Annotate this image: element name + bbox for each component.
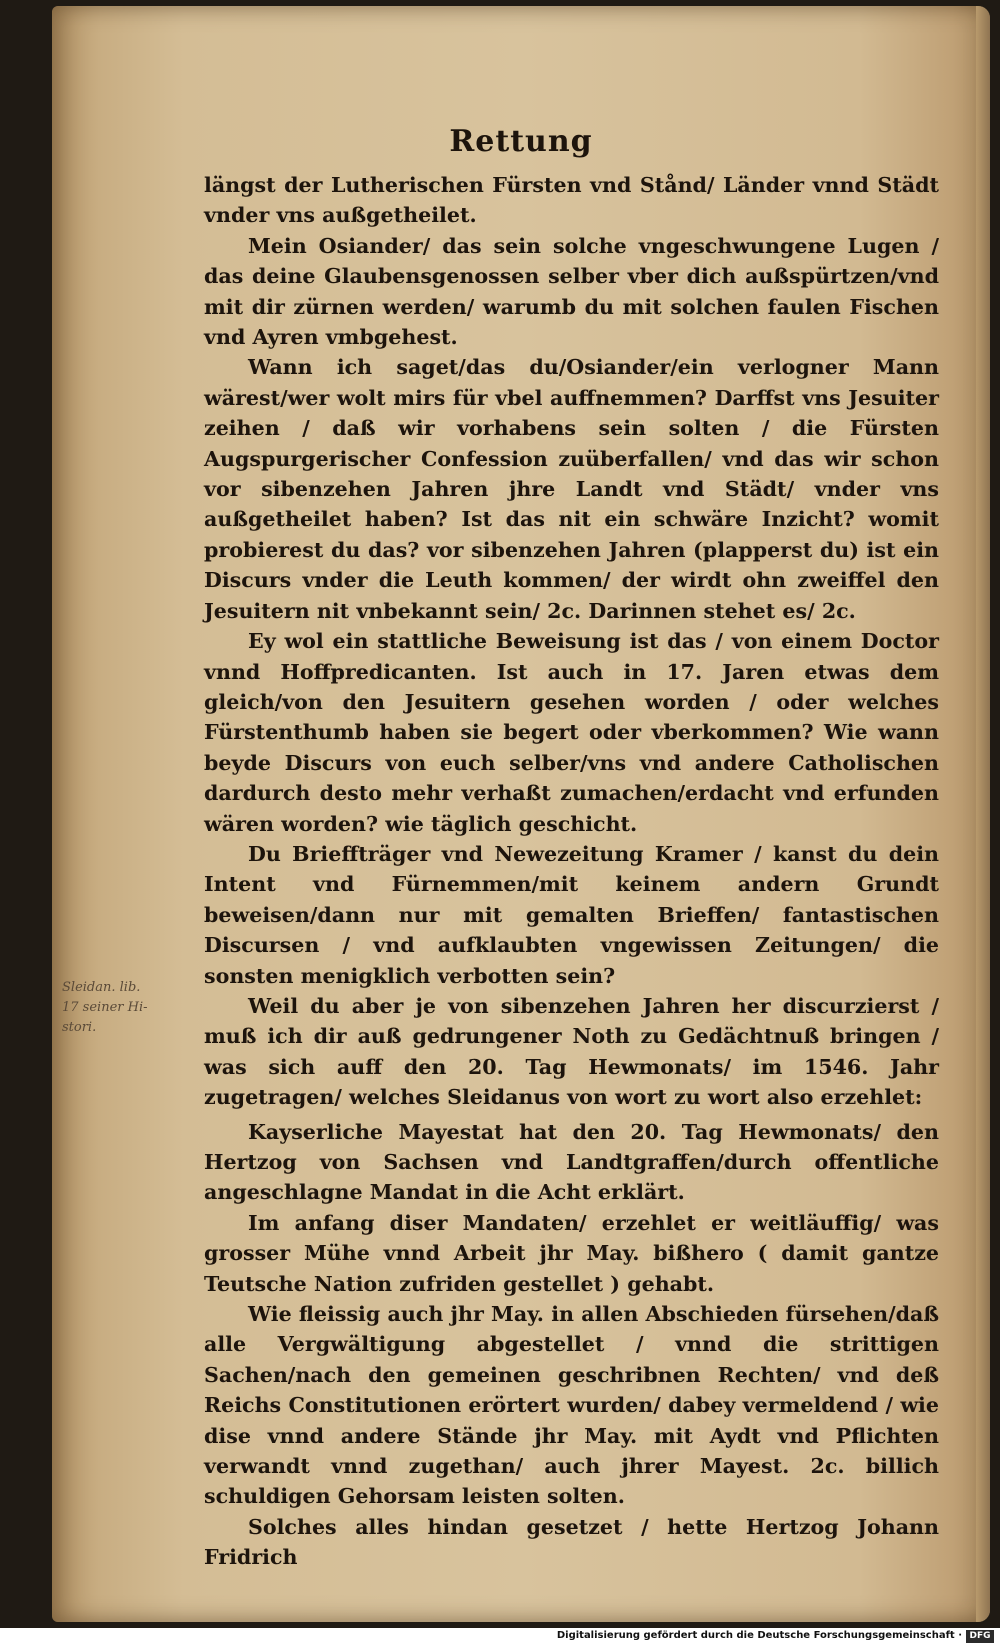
paragraph: längst der Lutherischen Fürsten vnd Stånd/ Länder vnnd Städt vnder vns außgetheilet. [204, 173, 939, 228]
body-text [204, 170, 939, 1573]
margin-note-line: Sleidan. lib. [62, 980, 141, 995]
margin-note-line: 17 seiner Hi- [62, 1000, 148, 1015]
paragraph: Wie fleissig auch jhr May. in allen Abschieden fürsehen/daß alle Vergwältigung abgestellet / vnnd die strittigen Sachen/nach den gemeinen geschribnen Rechten/ vnd deß Reichs Constitutionen erörtert wurden/ dabey vermeldend / wie dise vnnd andere Stände jhr May. mit Aydt vnd Pflichten verwandt vnnd zugethan/ auch jhrer Mayest. 2c. billich schuldigen Gehorsam leisten solten. [204, 1302, 939, 1509]
paragraph: Kayserliche Mayestat hat den 20. Tag Hewmonats/ den Hertzog von Sachsen vnd Landtgraffen/durch offentliche angeschlagne Mandat in die Acht erklärt. [204, 1119, 939, 1205]
footer-credit: Digitalisierung gefördert durch die Deutsche Forschungsgemeinschaft · [556, 1630, 962, 1641]
paragraph: Solches alles hindan gesetzet / hette Hertzog Johann Fridrich [204, 1514, 939, 1570]
paragraph: Wann ich saget/das du/Osiander/ein verlogner Mann wärest/wer wolt mirs für vbel auffnemmen? Darffst vns Jesuiter zeihen / daß wir vorhabens sein solten / die Fürsten Augspurgerischer Confession zuüberfallen/ vnd das wir schon vor sibenzehen Jahren jhre Landt vnd Städt/ vnder vns außgetheilet haben? Ist das nit ein schwäre Inzicht? womit probierest du das? vor sibenzehen Jahren (plapperst du) ist ein Discurs vnder die Leuth kommen/ der wirdt ohn zweiffel den Jesuitern nit vnbekannt sein/ 2c. Darinnen stehet es/ 2c. [204, 355, 939, 623]
paragraph: Mein Osiander/ das sein solche vngeschwungene Lugen / das deine Glaubensgenossen selber vber dich außspürtzen/vnd mit dir zürnen werden/ warumb du mit solchen faulen Fischen vnd Ayren vmbgehest. [204, 233, 939, 350]
margin-note [62, 978, 148, 1038]
footer-bar [0, 1628, 1000, 1646]
margin-note-line: stori. [62, 1020, 97, 1035]
page-edge [976, 6, 990, 1622]
paragraph: Im anfang diser Mandaten/ erzehlet er weitläuffig/ was grosser Mühe vnnd Arbeit jhr May. bißhero ( damit gantze Teutsche Nation zufriden gestellet ) gehabt. [204, 1210, 939, 1296]
paragraph: Weil du aber je von sibenzehen Jahren her discurzierst / muß ich dir auß gedrungener Noth zu Gedächtnuß bringen / was sich auff den 20. Tag Hewmonats/ im 1546. Jahr zugetragen/ welches Sleidanus von wort zu wort also erzehlet: [204, 993, 939, 1110]
book-page [52, 6, 990, 1622]
paragraph: Du Brieffträger vnd Newezeitung Kramer / kanst du dein Intent vnd Fürnemmen/mit keinem andern Grundt beweisen/dann nur mit gemalten Brieffen/ fantastischen Discursen / vnd aufklaubten vngewissen Zeitungen/ die sonsten menigklich verbotten sein? [204, 841, 939, 988]
dfg-logo: DFG [966, 1630, 994, 1643]
running-heading: Rettung [449, 124, 593, 159]
paragraph: Ey wol ein stattliche Beweisung ist das / von einem Doctor vnnd Hoffpredicanten. Ist auch in 17. Jaren etwas dem gleich/von den Jesuitern gesehen worden / oder welches Fürstenthumb haben sie begert oder vberkommen? Wie wann beyde Discurs von euch selber/vns vnd andere Catholischen dardurch desto mehr verhaßt zumachen/erdacht vnd erfunden wären worden? wie täglich geschicht. [204, 629, 939, 836]
